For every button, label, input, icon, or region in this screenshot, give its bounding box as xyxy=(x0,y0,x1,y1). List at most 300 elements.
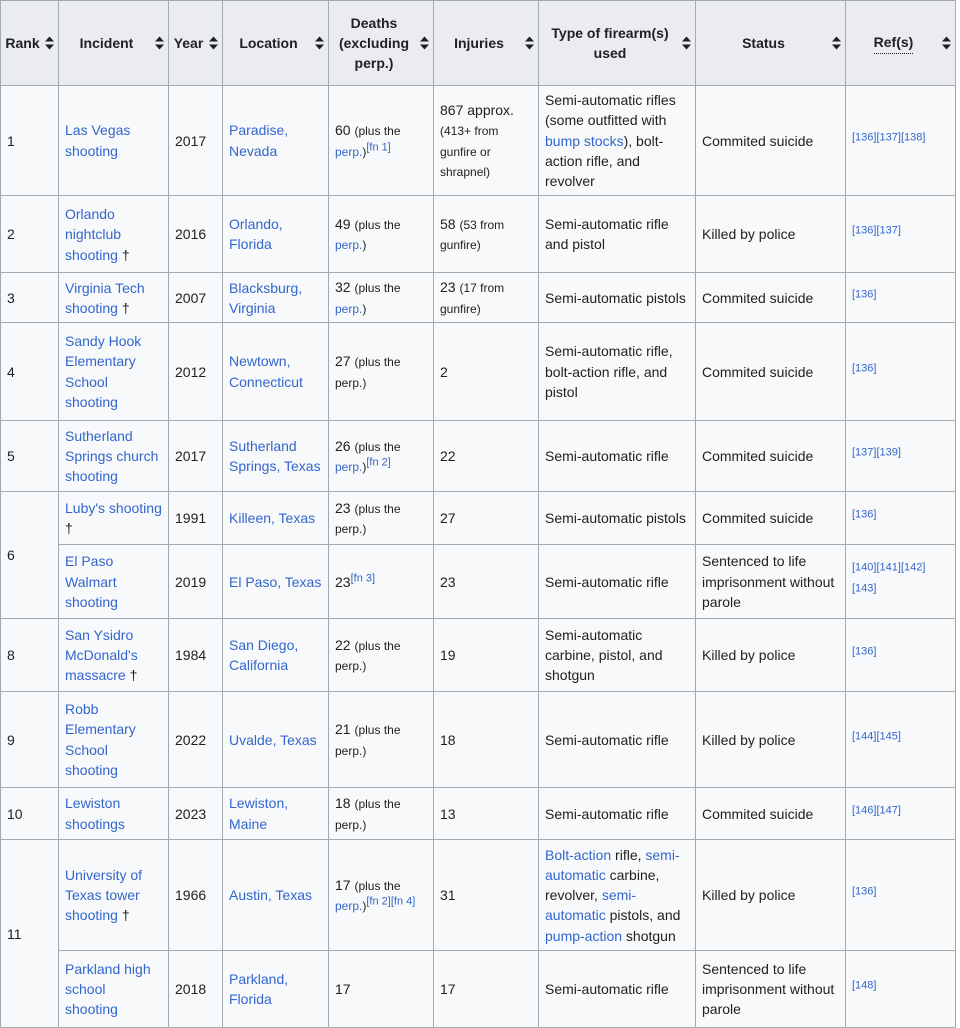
sup-ref-link[interactable]: [147] xyxy=(876,803,901,816)
cell-text: 2016 xyxy=(175,226,207,243)
cell-year xyxy=(169,196,223,273)
cell-incident xyxy=(59,492,169,545)
table-row xyxy=(1,196,956,273)
wiki-link[interactable]: Paradise, Nevada xyxy=(229,122,289,159)
sup-ref-link[interactable]: [142] xyxy=(900,561,926,574)
wiki-link[interactable]: semi-automatic xyxy=(545,887,637,924)
column-header-location[interactable] xyxy=(223,1,329,86)
sup-ref xyxy=(852,645,876,657)
cell-injuries xyxy=(434,951,539,1028)
cell-firearms xyxy=(539,692,696,788)
cell-text: 27 xyxy=(335,353,355,370)
cell-location xyxy=(223,86,329,196)
cell-deaths xyxy=(329,545,434,619)
sup-ref-link[interactable]: [138] xyxy=(900,130,926,143)
cell-firearms xyxy=(539,788,696,840)
cell-location xyxy=(223,545,329,619)
sup-ref-link[interactable]: [fn 1] xyxy=(366,141,391,154)
cell-text: 1991 xyxy=(175,510,207,527)
cell-text: 1984 xyxy=(175,647,207,664)
sup-ref xyxy=(852,582,876,594)
cell-injuries xyxy=(434,86,539,196)
wiki-link[interactable]: Luby's shooting xyxy=(65,499,162,516)
column-header-label-rank: Rank xyxy=(5,34,40,51)
cell-injuries xyxy=(434,619,539,692)
sup-ref xyxy=(901,562,925,574)
sup-ref-link[interactable]: [145] xyxy=(876,729,901,742)
cell-text: 23 xyxy=(440,279,460,296)
cell-year xyxy=(169,951,223,1028)
cell-firearms xyxy=(539,619,696,692)
cell-text: 867 approx. xyxy=(440,102,514,118)
cell-text: 17 xyxy=(440,981,456,998)
cell-refs xyxy=(846,196,956,273)
cell-firearms xyxy=(539,323,696,421)
cell-text: 1 xyxy=(7,132,15,149)
cell-text: ) xyxy=(362,301,367,316)
cell-injuries xyxy=(434,840,539,951)
sort-icon[interactable] xyxy=(942,37,951,50)
cell-text: 18 xyxy=(335,795,355,812)
cell-text: 4 xyxy=(7,363,15,380)
cell-text: 22 xyxy=(440,448,456,465)
cell-status xyxy=(696,273,846,323)
sup-ref-link[interactable]: [148] xyxy=(852,979,877,992)
cell-rank xyxy=(1,840,59,1028)
wiki-link[interactable]: perp. xyxy=(335,144,363,159)
table-body xyxy=(1,86,956,1028)
cell-text: 9 xyxy=(7,731,15,748)
cell-injuries xyxy=(434,196,539,273)
sup-ref xyxy=(391,896,415,908)
table-row xyxy=(1,421,956,492)
cell-text: Killed by police xyxy=(702,887,796,904)
cell-text: 23 xyxy=(335,499,355,516)
cell-deaths xyxy=(329,951,434,1028)
wiki-link[interactable]: University of Texas tower shooting xyxy=(65,866,143,924)
cell-location xyxy=(223,840,329,951)
cell-text: 49 xyxy=(335,216,355,233)
cell-year xyxy=(169,273,223,323)
cell-text: 6 xyxy=(7,547,15,564)
cell-status xyxy=(696,421,846,492)
cell-location xyxy=(223,692,329,788)
column-header-label-injuries: Injuries xyxy=(454,34,504,51)
cell-deaths xyxy=(329,788,434,840)
cell-text: 18 xyxy=(440,731,456,748)
sup-ref-link[interactable]: [136] xyxy=(852,361,877,374)
table-row xyxy=(1,86,956,196)
sup-ref-link[interactable]: [fn 2] xyxy=(366,895,391,908)
cell-status xyxy=(696,492,846,545)
cell-location xyxy=(223,421,329,492)
cell-text: 1966 xyxy=(175,887,207,904)
cell-rank xyxy=(1,692,59,788)
cell-rank xyxy=(1,86,59,196)
sup-ref-link[interactable]: [fn 4] xyxy=(390,895,416,908)
column-header-label-incident: Incident xyxy=(79,34,134,51)
sup-ref xyxy=(876,225,900,237)
wiki-link[interactable]: Uvalde, Texas xyxy=(229,731,317,748)
cell-incident xyxy=(59,619,169,692)
cell-location xyxy=(223,951,329,1028)
wiki-link[interactable]: Bolt-action xyxy=(545,846,612,863)
wiki-link[interactable]: Parkland high school shooting xyxy=(65,960,151,1018)
column-header-label-firearms: Type of firearm(s) used xyxy=(551,24,669,61)
cell-injuries xyxy=(434,788,539,840)
cell-status xyxy=(696,323,846,421)
table-header xyxy=(1,1,956,86)
cell-incident xyxy=(59,86,169,196)
sup-ref xyxy=(852,288,876,300)
cell-year xyxy=(169,492,223,545)
sup-ref xyxy=(876,131,900,143)
cell-firearms xyxy=(539,273,696,323)
cell-refs xyxy=(846,951,956,1028)
cell-refs xyxy=(846,545,956,619)
cell-text: (plus the perp.) xyxy=(335,501,401,537)
wiki-link[interactable]: Sutherland Springs church shooting xyxy=(65,427,159,485)
wiki-link[interactable]: Parkland, Florida xyxy=(229,970,289,1008)
cell-text: (plus the xyxy=(354,878,401,893)
column-header-status[interactable] xyxy=(696,1,846,86)
wiki-link[interactable]: perp. xyxy=(335,899,363,914)
cell-injuries xyxy=(434,323,539,421)
cell-text: Sentenced to life imprisonment without parole xyxy=(702,553,835,610)
cell-text: 60 xyxy=(335,122,355,139)
wiki-link[interactable]: Lewiston shootings xyxy=(65,795,125,832)
sup-ref xyxy=(852,562,876,574)
column-header-label-year: Year xyxy=(173,34,204,51)
sup-ref xyxy=(852,979,876,991)
cell-firearms xyxy=(539,951,696,1028)
cell-text: Commited suicide xyxy=(702,805,814,822)
wiki-link[interactable]: Killeen, Texas xyxy=(229,510,316,527)
cell-status xyxy=(696,545,846,619)
sup-ref-link[interactable]: [143] xyxy=(852,582,877,595)
column-header-refs[interactable] xyxy=(846,1,956,86)
cell-incident xyxy=(59,196,169,273)
cell-status xyxy=(696,788,846,840)
sup-ref-link[interactable]: [140] xyxy=(852,561,877,574)
cell-location xyxy=(223,788,329,840)
cell-status xyxy=(696,840,846,951)
cell-text: ) xyxy=(362,238,367,253)
cell-text: 2018 xyxy=(175,981,207,998)
cell-injuries xyxy=(434,492,539,545)
cell-year xyxy=(169,840,223,951)
cell-refs xyxy=(846,323,956,421)
sup-ref xyxy=(366,896,390,908)
sup-ref xyxy=(852,885,876,897)
cell-status xyxy=(696,951,846,1028)
cell-text: Killed by police xyxy=(702,226,796,243)
cell-text: Semi-automatic pistols xyxy=(545,510,686,527)
sort-icon[interactable] xyxy=(832,37,841,50)
cell-text: (plus the perp.) xyxy=(335,638,401,674)
table-row xyxy=(1,692,956,788)
cell-text: 2019 xyxy=(175,573,207,590)
cell-rank xyxy=(1,196,59,273)
cell-text: 11 xyxy=(7,925,22,942)
column-header-label-deaths: Deaths (excluding perp.) xyxy=(338,14,409,72)
wiki-link[interactable]: El Paso, Texas xyxy=(229,573,322,590)
wiki-link[interactable]: Austin, Texas xyxy=(229,887,313,904)
cell-text: Sentenced to life imprisonment without parole xyxy=(702,960,835,1018)
sup-ref xyxy=(366,141,390,153)
cell-location xyxy=(223,619,329,692)
cell-text: † xyxy=(117,246,130,263)
cell-status xyxy=(696,619,846,692)
cell-incident xyxy=(59,323,169,421)
cell-text: Commited suicide xyxy=(702,132,814,149)
cell-incident xyxy=(59,421,169,492)
cell-text: 58 xyxy=(440,216,460,233)
wiki-link[interactable]: El Paso Walmart shooting xyxy=(65,553,118,610)
wiki-link[interactable]: Sandy Hook Elementary School shooting xyxy=(65,333,142,411)
cell-text: 13 xyxy=(440,805,456,822)
cell-rank xyxy=(1,273,59,323)
cell-firearms xyxy=(539,545,696,619)
cell-text: Semi-automatic rifle, bolt-action rifle, and pistol xyxy=(545,343,673,400)
sup-ref-link[interactable]: [fn 2] xyxy=(366,456,391,469)
cell-injuries xyxy=(434,545,539,619)
sup-ref xyxy=(876,804,900,816)
cell-text: ) xyxy=(362,144,367,159)
wiki-link[interactable]: Orlando, Florida xyxy=(229,216,283,253)
cell-status xyxy=(696,196,846,273)
cell-incident xyxy=(59,692,169,788)
cell-text: Semi-automatic rifles (some outfitted with xyxy=(545,92,676,129)
cell-text: 2 xyxy=(440,363,448,380)
cell-text: (plus the perp.) xyxy=(335,723,401,758)
cell-text: 32 xyxy=(335,279,355,296)
cell-text: (17 from gunfire) xyxy=(440,281,505,316)
cell-injuries xyxy=(434,421,539,492)
cell-text: rifle, xyxy=(611,846,646,863)
sup-ref xyxy=(852,446,876,458)
cell-refs xyxy=(846,421,956,492)
cell-deaths xyxy=(329,619,434,692)
sup-ref-link[interactable]: [136] xyxy=(852,885,877,898)
cell-text: 2 xyxy=(7,226,15,243)
wiki-link[interactable]: San Ysidro McDonald's massacre xyxy=(65,626,138,684)
sup-ref-link[interactable]: [fn 3] xyxy=(350,571,376,584)
wiki-link[interactable]: bump stocks xyxy=(545,132,624,149)
cell-text: Killed by police xyxy=(702,647,796,664)
cell-text: (plus the perp.) xyxy=(335,797,401,832)
sup-ref xyxy=(852,508,876,520)
sup-ref-link[interactable]: [139] xyxy=(876,446,901,459)
sup-ref xyxy=(901,131,925,143)
wiki-link[interactable]: Virginia Tech shooting xyxy=(65,279,145,316)
cell-firearms xyxy=(539,492,696,545)
cell-text: 8 xyxy=(7,647,15,664)
cell-text: pistols, and xyxy=(605,907,681,924)
table-row xyxy=(1,492,956,545)
cell-injuries xyxy=(434,692,539,788)
cell-text: Semi-automatic rifle xyxy=(545,573,669,590)
cell-refs xyxy=(846,86,956,196)
cell-rank xyxy=(1,492,59,619)
wiki-link[interactable]: Orlando nightclub shooting xyxy=(65,206,122,263)
cell-text: 10 xyxy=(7,805,23,822)
cell-refs xyxy=(846,840,956,951)
cell-text: Semi-automatic rifle xyxy=(545,981,669,998)
table-row xyxy=(1,273,956,323)
cell-text: 17 xyxy=(335,876,355,893)
cell-text: 26 xyxy=(335,437,355,454)
cell-text: 27 xyxy=(440,510,456,527)
sup-ref xyxy=(852,804,876,816)
cell-firearms xyxy=(539,421,696,492)
cell-location xyxy=(223,196,329,273)
sort-icon[interactable] xyxy=(209,37,218,50)
wiki-link[interactable]: Robb Elementary School shooting xyxy=(65,701,136,779)
wiki-link[interactable]: Blacksburg, Virginia xyxy=(229,279,303,316)
sup-ref-link[interactable]: [144] xyxy=(852,729,877,742)
sup-ref-link[interactable]: [136] xyxy=(852,288,877,301)
column-header-firearms[interactable] xyxy=(539,1,696,86)
cell-incident xyxy=(59,788,169,840)
wiki-link[interactable]: semi-automatic xyxy=(545,846,680,883)
cell-year xyxy=(169,323,223,421)
sup-ref-link[interactable]: [137] xyxy=(876,224,901,237)
cell-text: (plus the xyxy=(354,218,401,233)
cell-incident xyxy=(59,545,169,619)
cell-firearms xyxy=(539,86,696,196)
wiki-link[interactable]: Las Vegas shooting xyxy=(65,122,131,159)
cell-text: 23 xyxy=(440,573,456,590)
sup-ref xyxy=(876,562,900,574)
sort-icon[interactable] xyxy=(420,37,429,50)
cell-text: (plus the xyxy=(354,281,401,296)
cell-text: 2012 xyxy=(175,363,207,380)
cell-text: ) xyxy=(362,899,367,914)
wiki-link[interactable]: pump-action xyxy=(545,927,623,944)
cell-text: 19 xyxy=(440,647,456,664)
sup-ref-link[interactable]: [141] xyxy=(876,561,901,574)
sup-ref-link[interactable]: [136] xyxy=(852,645,877,658)
cell-text: (plus the xyxy=(354,124,401,139)
cell-text: 22 xyxy=(335,636,355,653)
cell-text: 2022 xyxy=(175,731,207,748)
cell-text: Semi-automatic rifle xyxy=(545,448,669,465)
sort-icon[interactable] xyxy=(682,37,691,50)
cell-year xyxy=(169,421,223,492)
cell-year xyxy=(169,545,223,619)
sup-ref xyxy=(876,446,900,458)
sort-icon[interactable] xyxy=(45,37,54,50)
wiki-link[interactable]: perp. xyxy=(335,301,363,316)
cell-rank xyxy=(1,788,59,840)
column-header-year[interactable] xyxy=(169,1,223,86)
cell-text: Semi-automatic carbine, pistol, and shotgun xyxy=(545,626,663,684)
sort-icon[interactable] xyxy=(315,37,324,50)
sup-ref-link[interactable]: [137] xyxy=(852,446,877,459)
sup-ref xyxy=(876,730,900,742)
sup-ref-link[interactable]: [136] xyxy=(852,224,877,237)
cell-text: 21 xyxy=(335,721,355,738)
cell-text: (plus the xyxy=(354,439,401,454)
cell-text: Killed by police xyxy=(702,731,796,748)
cell-rank xyxy=(1,421,59,492)
table-row xyxy=(1,545,956,619)
cell-deaths xyxy=(329,421,434,492)
cell-firearms xyxy=(539,196,696,273)
wiki-link[interactable]: perp. xyxy=(335,238,363,253)
column-header-incident[interactable] xyxy=(59,1,169,86)
sort-icon[interactable] xyxy=(155,37,164,50)
cell-text: Commited suicide xyxy=(702,363,814,380)
cell-deaths xyxy=(329,492,434,545)
cell-text: (plus the perp.) xyxy=(335,355,401,390)
cell-text: 31 xyxy=(440,887,456,904)
cell-text: † xyxy=(125,667,138,684)
sup-ref xyxy=(366,457,390,469)
table-row xyxy=(1,951,956,1028)
wiki-link[interactable]: San Diego, California xyxy=(229,636,299,674)
cell-rank xyxy=(1,323,59,421)
cell-text: Semi-automatic rifle xyxy=(545,731,669,748)
cell-year xyxy=(169,788,223,840)
cell-deaths xyxy=(329,196,434,273)
column-header-rank[interactable] xyxy=(1,1,59,86)
cell-location xyxy=(223,492,329,545)
column-header-deaths[interactable] xyxy=(329,1,434,86)
cell-text: 3 xyxy=(7,289,15,306)
cell-text: 17 xyxy=(335,981,351,998)
cell-text: (53 from gunfire) xyxy=(440,218,505,253)
wiki-link[interactable]: Newtown, Connecticut xyxy=(229,353,303,390)
table-row xyxy=(1,840,956,951)
cell-refs xyxy=(846,619,956,692)
column-header-label-refs: Ref(s) xyxy=(874,32,914,53)
table-row xyxy=(1,788,956,840)
cell-incident xyxy=(59,273,169,323)
cell-year xyxy=(169,619,223,692)
sup-ref xyxy=(852,131,876,143)
cell-refs xyxy=(846,492,956,545)
cell-text: 2017 xyxy=(175,132,207,149)
wiki-link[interactable]: Lewiston, Maine xyxy=(229,795,289,832)
sup-ref xyxy=(852,362,876,374)
sup-ref-link[interactable]: [136] xyxy=(852,130,877,143)
cell-text: ), bolt-action rifle, and revolver xyxy=(545,132,664,190)
sort-icon[interactable] xyxy=(525,37,534,50)
cell-location xyxy=(223,273,329,323)
cell-status xyxy=(696,86,846,196)
cell-injuries xyxy=(434,273,539,323)
cell-text: Commited suicide xyxy=(702,289,814,306)
cell-text: 2007 xyxy=(175,289,207,306)
wiki-link[interactable]: Sutherland Springs, Texas xyxy=(229,437,321,475)
sup-ref-link[interactable]: [137] xyxy=(876,130,901,143)
sup-ref-link[interactable]: [146] xyxy=(852,803,877,816)
sup-ref xyxy=(351,572,375,584)
cell-incident xyxy=(59,951,169,1028)
cell-deaths xyxy=(329,86,434,196)
cell-text: Commited suicide xyxy=(702,448,814,465)
cell-text: 2017 xyxy=(175,448,207,465)
cell-refs xyxy=(846,273,956,323)
cell-text: 5 xyxy=(7,448,15,465)
sup-ref xyxy=(852,225,876,237)
table-row xyxy=(1,619,956,692)
column-header-injuries[interactable] xyxy=(434,1,539,86)
wiki-link[interactable]: perp. xyxy=(335,460,363,475)
sup-ref-link[interactable]: [136] xyxy=(852,508,877,521)
